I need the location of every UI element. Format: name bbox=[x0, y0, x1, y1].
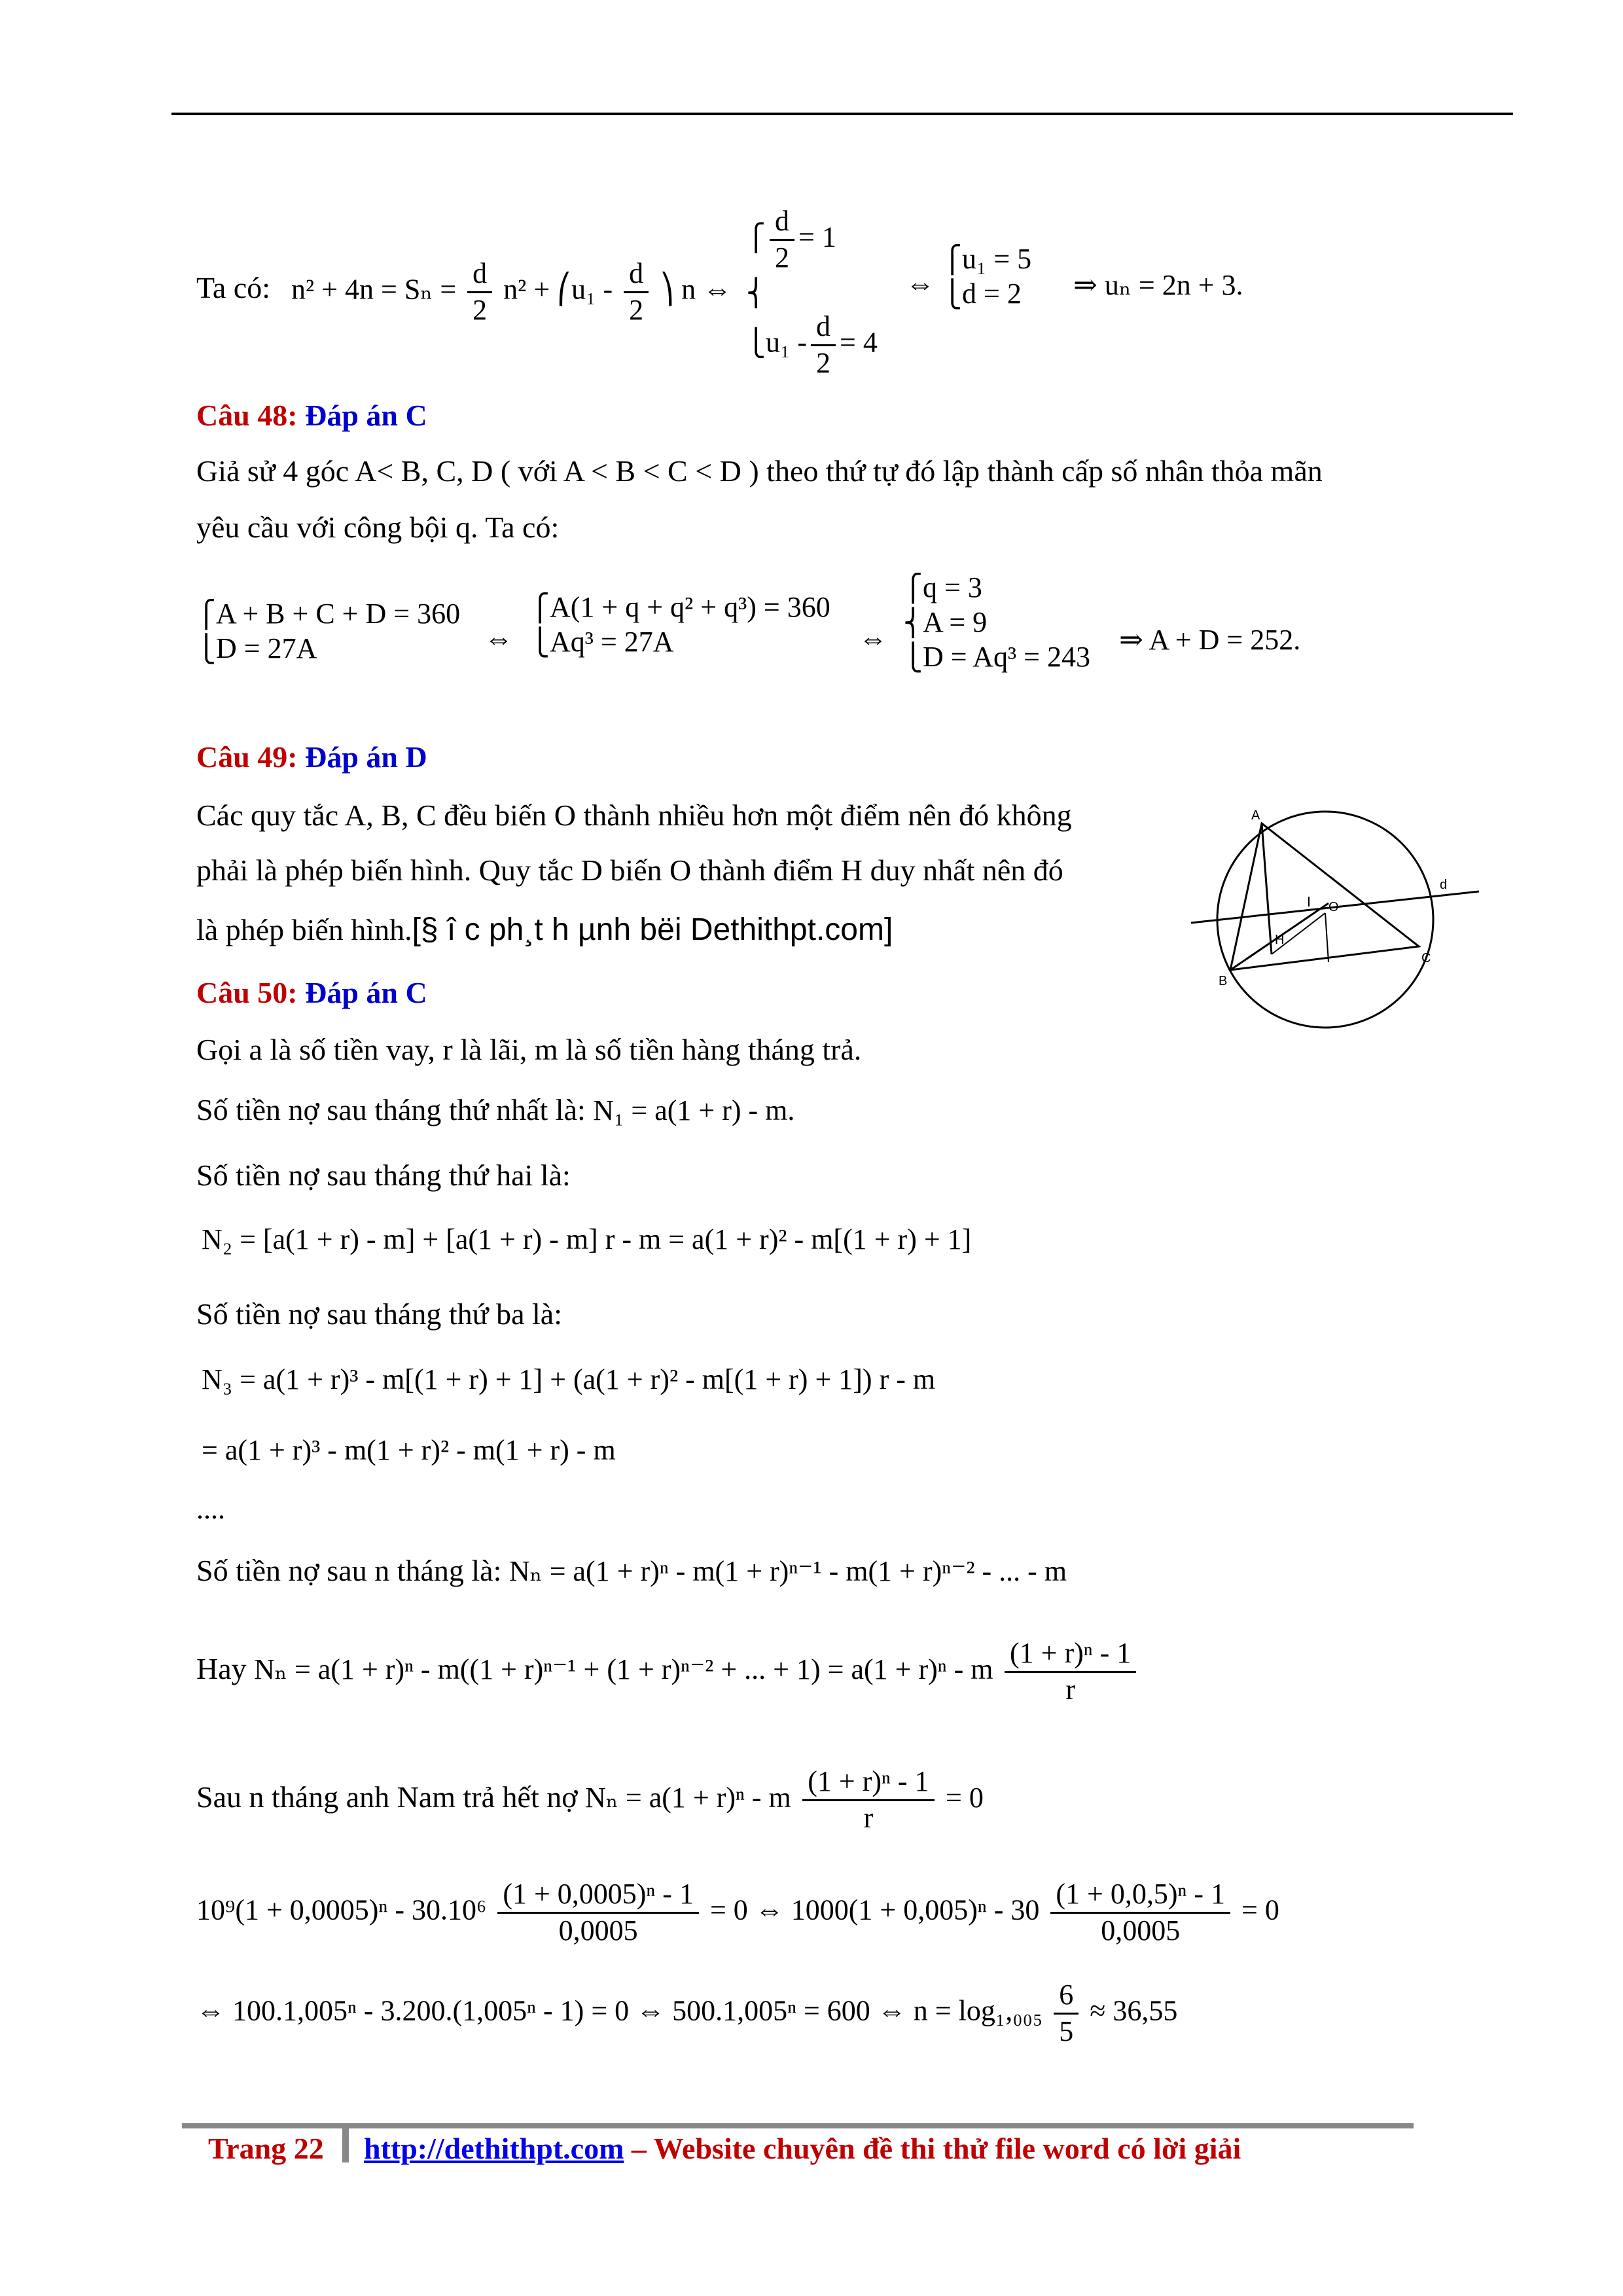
q50-eq-n2: N₂ = [a(1 + r) - m] + [a(1 + r) - m] r - m = a(1 + r)² - m[(1 + r) + 1] bbox=[202, 1223, 972, 1255]
fig-label-c: C bbox=[1421, 951, 1431, 965]
q49-heading: Câu 49: Đáp án D bbox=[196, 740, 427, 774]
q50-line10: Sau n tháng anh Nam trả hết nợ Nₙ = a(1 + r)ⁿ - m $\frac{\text{(1 + r)ⁿ - 1}}{r}$ = 0 bbox=[196, 1765, 984, 1834]
q49-line2: phải là phép biến hình. Quy tắc D biến O thành điểm H duy nhất nên đó bbox=[196, 853, 1063, 887]
q50-line9: Hay Nₙ = a(1 + r)ⁿ - m((1 + r)ⁿ⁻¹ + (1 + r)ⁿ⁻² + ... + 1) = a(1 + r)ⁿ - m $\frac{\text{(1 + r)ⁿ - 1}}{r}$ bbox=[196, 1636, 1140, 1708]
fig-label-b: B bbox=[1219, 974, 1228, 988]
geometry-figure bbox=[1178, 798, 1486, 1034]
footer-text bbox=[364, 2131, 1241, 2166]
eq-iff: ⇔ bbox=[906, 268, 935, 300]
q50-heading: Câu 50: Đáp án C bbox=[196, 976, 427, 1009]
fig-label-h: H bbox=[1275, 933, 1285, 947]
q50-eq-n3b: = a(1 + r)³ - m(1 + r)² - m(1 + r) - m bbox=[202, 1434, 616, 1466]
q50-dots: .... bbox=[196, 1493, 225, 1525]
q50-line5: Số tiền nợ sau tháng thứ ba là: bbox=[196, 1297, 563, 1331]
q48-line2: yêu cầu với công bội q. Ta có: bbox=[196, 511, 560, 544]
q49-line1: Các quy tắc A, B, C đều biến O thành nhiều hơn một điểm nên đó không bbox=[196, 798, 1072, 832]
q50-line8: Số tiền nợ sau n tháng là: Nₙ = a(1 + r)ⁿ - m(1 + r)ⁿ⁻¹ - m(1 + r)ⁿ⁻² - ... - m bbox=[196, 1554, 1067, 1587]
q49-line3: là phép biến hình.[§ î c ph¸t h µnh bëi Dethithpt.com] bbox=[196, 912, 893, 947]
q50-eq-line12: ⇔ 100.1,005ⁿ - 3.200.(1,005ⁿ - 1) = 0 ⇔ 500.1,005ⁿ = 600 ⇔ n = log₁,₀₀₅ $\frac{6}{5}$ ≈ 36,55 bbox=[196, 1979, 1178, 2047]
footer-page-number: Trang 22 bbox=[208, 2132, 324, 2165]
eq-system-2: ⎧u₁ = 5 ⎩d = 2 bbox=[942, 243, 1032, 310]
watermark-text: [§ î c ph¸t h µnh bëi Dethithpt.com] bbox=[412, 912, 893, 947]
fig-label-d: d bbox=[1440, 878, 1448, 892]
q50-line3: Số tiền nợ sau tháng thứ hai là: bbox=[196, 1158, 571, 1192]
eq-system-1: ⎧ $\frac{d}{2}$ = 1 ⎨ ⎩u₁ - $\frac{d}{2}$ = 4 bbox=[746, 205, 878, 380]
q48-line1: Giả sử 4 góc A< B, C, D ( với A < B < C < D ) theo thứ tự đó lập thành cấp số nhân thỏa mãn bbox=[196, 454, 1323, 488]
footer-separator bbox=[342, 2128, 349, 2162]
q50-line1: Gọi a là số tiền vay, r là lãi, m là số tiền hàng tháng trả. bbox=[196, 1033, 862, 1066]
q50-eq-n3: N₃ = a(1 + r)³ - m[(1 + r) + 1] + (a(1 + r)² - m[(1 + r) + 1]) r - m bbox=[202, 1363, 936, 1395]
q48-system-2: ⎧A(1 + q + q² + q³) = 360 ⎩Aq³ = 27A bbox=[530, 591, 830, 658]
header-rule bbox=[171, 113, 1513, 115]
q48-iff-2: ⇔ bbox=[859, 622, 887, 655]
q48-system-1: ⎧A + B + C + D = 360 ⎩D = 27A bbox=[196, 598, 461, 664]
footer-tagline: – Website chuyên đề thi thử file word có lời giải bbox=[624, 2132, 1241, 2165]
q50-eq-line11: 10⁹(1 + 0,0005)ⁿ - 30.10⁶ $\frac{\text{(1 + 0,0005)ⁿ - 1}}{0,0005}$ = 0 ⇔ 1000(1 + 0,005)ⁿ - 30 $\frac{\text{(1 + 0,0,5)ⁿ - 1}}{0,0005}$ = 0 bbox=[196, 1878, 1279, 1946]
fig-label-o: O bbox=[1329, 900, 1339, 914]
q48-result: ⇒ A + D = 252. bbox=[1119, 624, 1301, 656]
q48-iff-1: ⇔ bbox=[484, 622, 513, 655]
fig-label-a: A bbox=[1251, 808, 1260, 823]
q48-system-3: ⎧q = 3 ⎨A = 9 ⎩D = Aq³ = 243 bbox=[903, 571, 1090, 673]
eq-prefix: Ta có: bbox=[196, 271, 271, 304]
q50-line2: Số tiền nợ sau tháng thứ nhất là: N₁ = a(1 + r) - m. bbox=[196, 1093, 795, 1126]
eq-top-formula: n² + 4n = Sₙ = $\frac{d}{2}$ n² + ⎛u₁ - $\frac{d}{2}$ ⎞ n ⇔ bbox=[291, 257, 732, 326]
q48-heading: Câu 48: Đáp án C bbox=[196, 399, 427, 432]
footer-rule bbox=[182, 2123, 1414, 2128]
eq-result: ⇒ uₙ = 2n + 3. bbox=[1073, 269, 1243, 301]
footer-link[interactable]: http://dethithpt.com bbox=[364, 2132, 624, 2165]
